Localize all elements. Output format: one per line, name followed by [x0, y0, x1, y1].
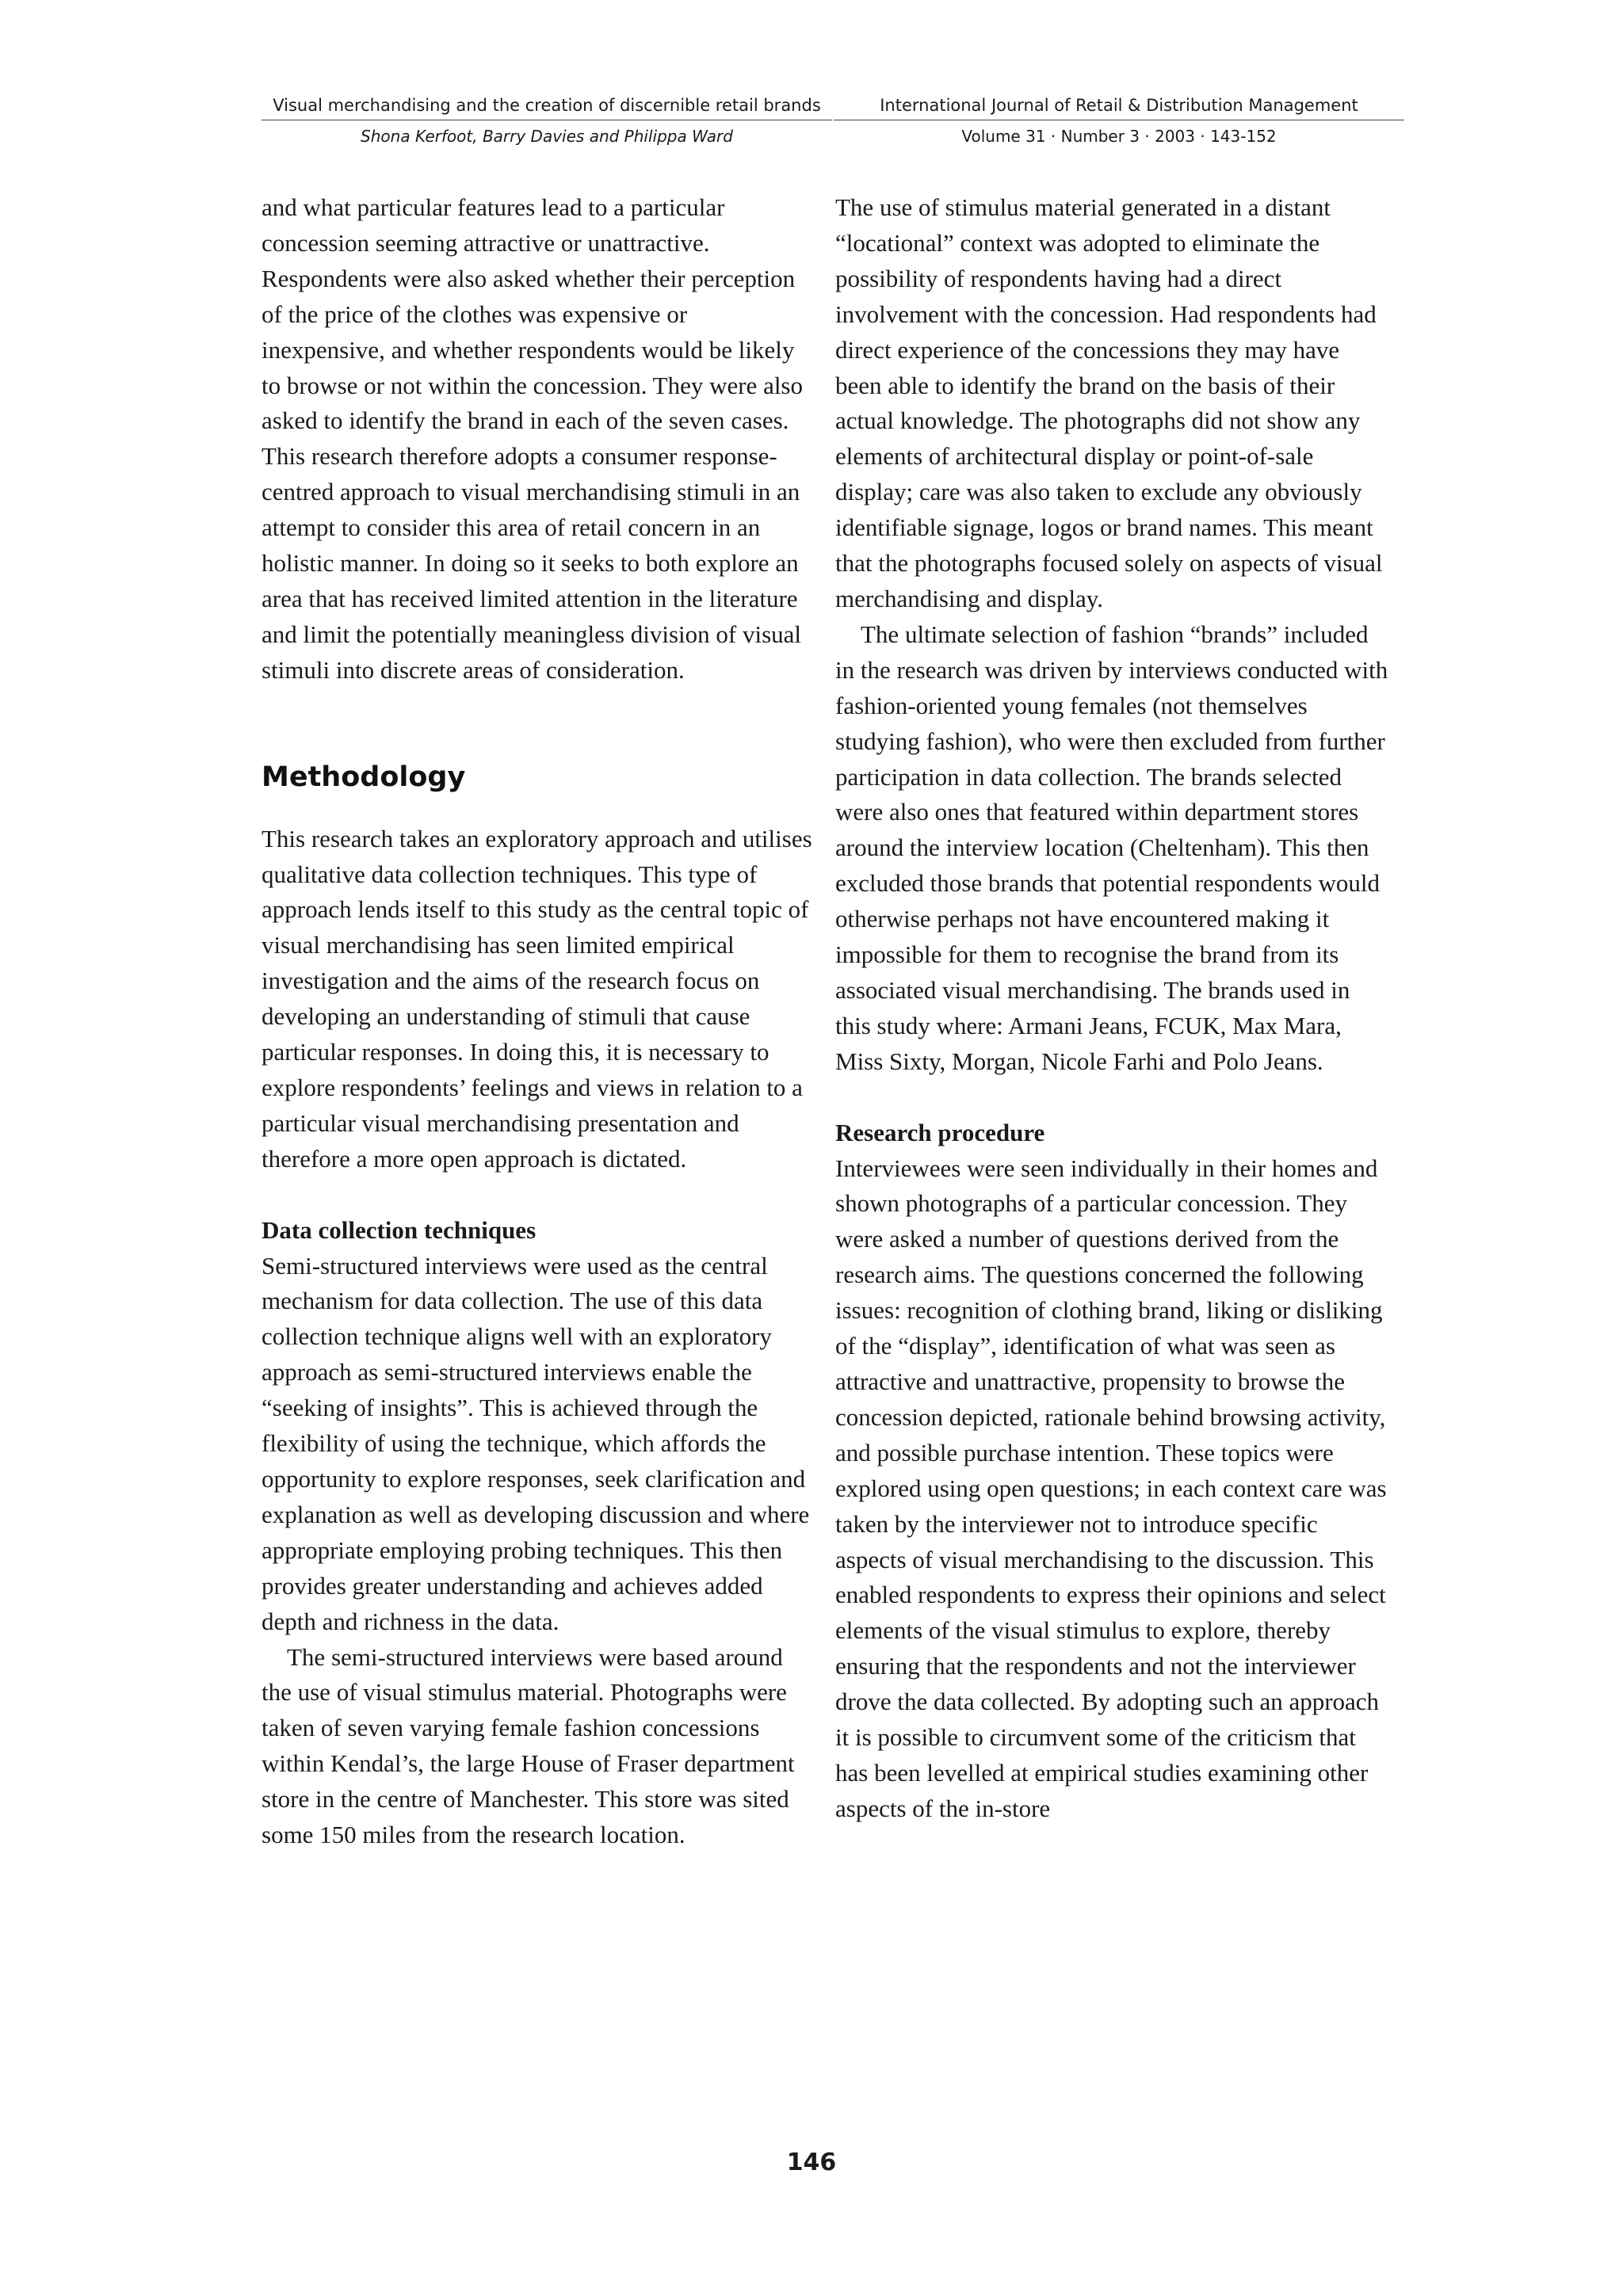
- left-column: [262, 190, 816, 1853]
- spacer: [262, 1177, 816, 1213]
- paragraph-intro: and what particular features lead to a particular concession seeming attractive or unattractive. Respondents were also asked whether their perception of the price of the clothes was expensive or inexpensive, and whether respondents would be likely to browse or not within the concession. They were also asked to identify the brand in each of the seven cases. This research therefore adopts a consumer response-centred approach to visual merchandising stimuli in an attempt to consider this area of retail concern in an holistic manner. In doing so it seeks to both explore an area that has received limited attention in the literature and limit the potentially meaningless division of visual stimuli into discrete areas of consideration.: [262, 193, 803, 684]
- header-authors: Shona Kerfoot, Barry Davies and Philippa Ward: [361, 127, 733, 146]
- header-journal-name: International Journal of Retail & Distribution Management: [880, 96, 1358, 115]
- spacer: [262, 795, 816, 822]
- paragraph-data-collection: Semi-structured interviews were used as the central mechanism for data collection. The use of this data collection technique aligns well with an exploratory approach as semi-structured interviews enable the “seeking of insights”. This is achieved through the flexibility of using the technique, which affords the opportunity to explore responses, seek clarification and explanation as well as developing discussion and where appropriate employing probing techniques. This then provides greater understanding and achieves added depth and richness in the data.: [262, 1251, 810, 1635]
- page-number: 146: [786, 2149, 837, 2176]
- subheading-research-procedure: Research procedure: [835, 1118, 1045, 1146]
- header-volume-info: Volume 31 · Number 3 · 2003 · 143-152: [961, 127, 1277, 146]
- paragraph-stimulus: The semi-structured interviews were based around the use of visual stimulus material. Photographs were taken of seven varying female fashion concessions within Kendal’s, the large House of Fraser department store in the centre of Manchester. This store was sited some 150 miles from the research location.: [262, 1642, 795, 1849]
- paragraph-methodology: This research takes an exploratory approach and utilises qualitative data collection techniques. This type of approach lends itself to this study as the central topic of visual merchandising has seen limited empirical investigation and the aims of the research focus on developing an understanding of stimuli that cause particular responses. In doing this, it is necessary to explore respondents’ feelings and views in relation to a particular visual merchandising presentation and therefore a more open approach is dictated.: [262, 824, 812, 1173]
- subheading-data-collection: Data collection techniques: [262, 1215, 537, 1244]
- paragraph-brands: The ultimate selection of fashion “brands” included in the research was driven by interviews conducted with fashion-oriented young females (not themselves studying fashion), who were then excluded from further participation in data collection. The brands selected were also ones that featured within department stores around the interview location (Cheltenham). This then excluded those brands that potential respondents would otherwise perhaps not have encountered making it impossible for them to recognise the brand from its associated visual merchandising. The brands used in this study where: Armani Jeans, FCUK, Max Mara, Miss Sixty, Morgan, Nicole Farhi and Polo Jeans.: [835, 620, 1388, 1075]
- spacer: [262, 688, 816, 760]
- section-heading-methodology: Methodology: [262, 761, 466, 793]
- paragraph-locational: The use of stimulus material generated in a distant “locational” context was adopted to eliminate the possibility of respondents having had a direct involvement with the concession. Had respondents had direct experience of the concessions they may have been able to identify the brand on the basis of their actual knowledge. The photographs did not show any elements of architectural display or point-of-sale display; care was also taken to exclude any obviously identifiable signage, logos or brand names. This meant that the photographs focused solely on aspects of visual merchandising and display.: [835, 193, 1383, 612]
- paragraph-research-procedure: Interviewees were seen individually in their homes and shown photographs of a particular concession. They were asked a number of questions derived from the research aims. The questions concerned the following issues: recognition of clothing brand, liking or disliking of the “display”, identification of what was seen as attractive and unattractive, propensity to browse the concession depicted, rationale behind browsing activity, and possible purchase intention. These topics were explored using open questions; in each context care was taken by the interviewer not to introduce specific aspects of visual merchandising to the discussion. This enabled respondents to express their opinions and select elements of the visual stimulus to explore, thereby ensuring that the respondents and not the interviewer drove the data collected. By adopting such an approach it is possible to circumvent some of the criticism that has been levelled at empirical studies examining other aspects of the in-store: [835, 1154, 1387, 1822]
- running-header-left: [262, 93, 832, 148]
- right-column: [835, 190, 1390, 1827]
- header-article-title: Visual merchandising and the creation of discernible retail brands: [273, 96, 821, 115]
- spacer: [835, 1080, 1390, 1116]
- running-header-right: [834, 93, 1404, 148]
